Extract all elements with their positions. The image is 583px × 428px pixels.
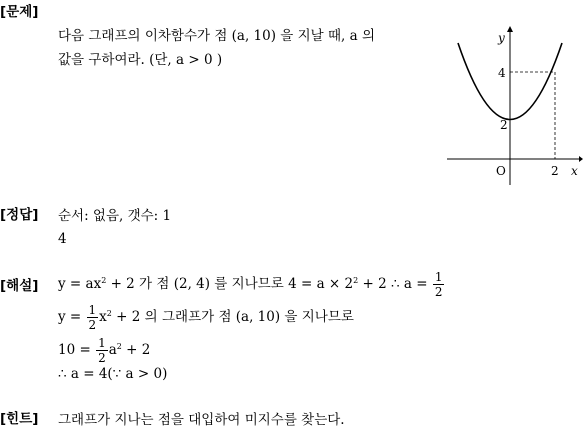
frac-denominator: 2 (98, 351, 106, 365)
x-tick-2: 2 (551, 164, 559, 178)
superscript: 2 (106, 309, 112, 318)
problem-line-2: 값을 구하여라. (단, a > 0 ) (58, 52, 223, 68)
solution-l2-a: y = (58, 309, 86, 325)
fraction-one-half (96, 336, 108, 365)
solution-l1-a: y = ax (58, 276, 102, 292)
frac-numerator: 1 (98, 336, 106, 350)
problem-tag: [문제] (0, 4, 39, 20)
solution-l1-c: + 2 ∴ a = (358, 276, 432, 292)
origin-label: O (496, 164, 506, 178)
y-tick-4: 4 (498, 66, 506, 80)
y-tick-2: 2 (500, 118, 508, 132)
parabola-graph (445, 25, 583, 187)
y-axis-label: y (498, 31, 505, 45)
superscript: 2 (353, 276, 359, 285)
solution-line-4: ∴ a = 4(∵ a > 0) (58, 366, 168, 382)
answer-tag: [정답] (0, 207, 39, 223)
hint-tag: [힌트] (0, 411, 39, 427)
y-axis-arrow-icon (507, 26, 513, 32)
answer-value: 4 (58, 231, 67, 247)
solution-l2-b: x (99, 309, 107, 325)
fraction-one-half (433, 270, 445, 299)
solution-tag: [해설] (0, 278, 39, 294)
superscript: 2 (101, 276, 107, 285)
solution-l1-b: + 2 가 점 (2, 4) 를 지나므로 4 = a × 2 (106, 276, 354, 292)
solution-l2-c: + 2 의 그래프가 점 (a, 10) 을 지나므로 (111, 309, 354, 325)
frac-numerator: 1 (88, 303, 97, 317)
solution-line-1 (58, 266, 445, 299)
x-axis-arrow-icon (579, 156, 583, 162)
solution-line-3 (58, 332, 150, 365)
superscript: 2 (116, 342, 122, 351)
fraction-one-half (87, 303, 99, 332)
x-axis-label: x (571, 164, 578, 178)
solution-l3-a: 10 = (58, 342, 96, 358)
problem-line-1: 다음 그래프의 이차함수가 점 (a, 10) 을 지날 때, a 의 (58, 28, 376, 44)
solution-l3-c: + 2 (121, 342, 151, 358)
frac-denominator: 2 (88, 318, 97, 332)
solution-line-2 (58, 299, 354, 332)
answer-line-1: 순서: 없음, 갯수: 1 (58, 208, 172, 224)
solution-l3-b: a (108, 342, 117, 358)
frac-numerator: 1 (434, 270, 443, 284)
hint-text: 그래프가 지나는 점을 대입하여 미지수를 찾는다. (58, 412, 345, 428)
frac-denominator: 2 (434, 285, 443, 299)
